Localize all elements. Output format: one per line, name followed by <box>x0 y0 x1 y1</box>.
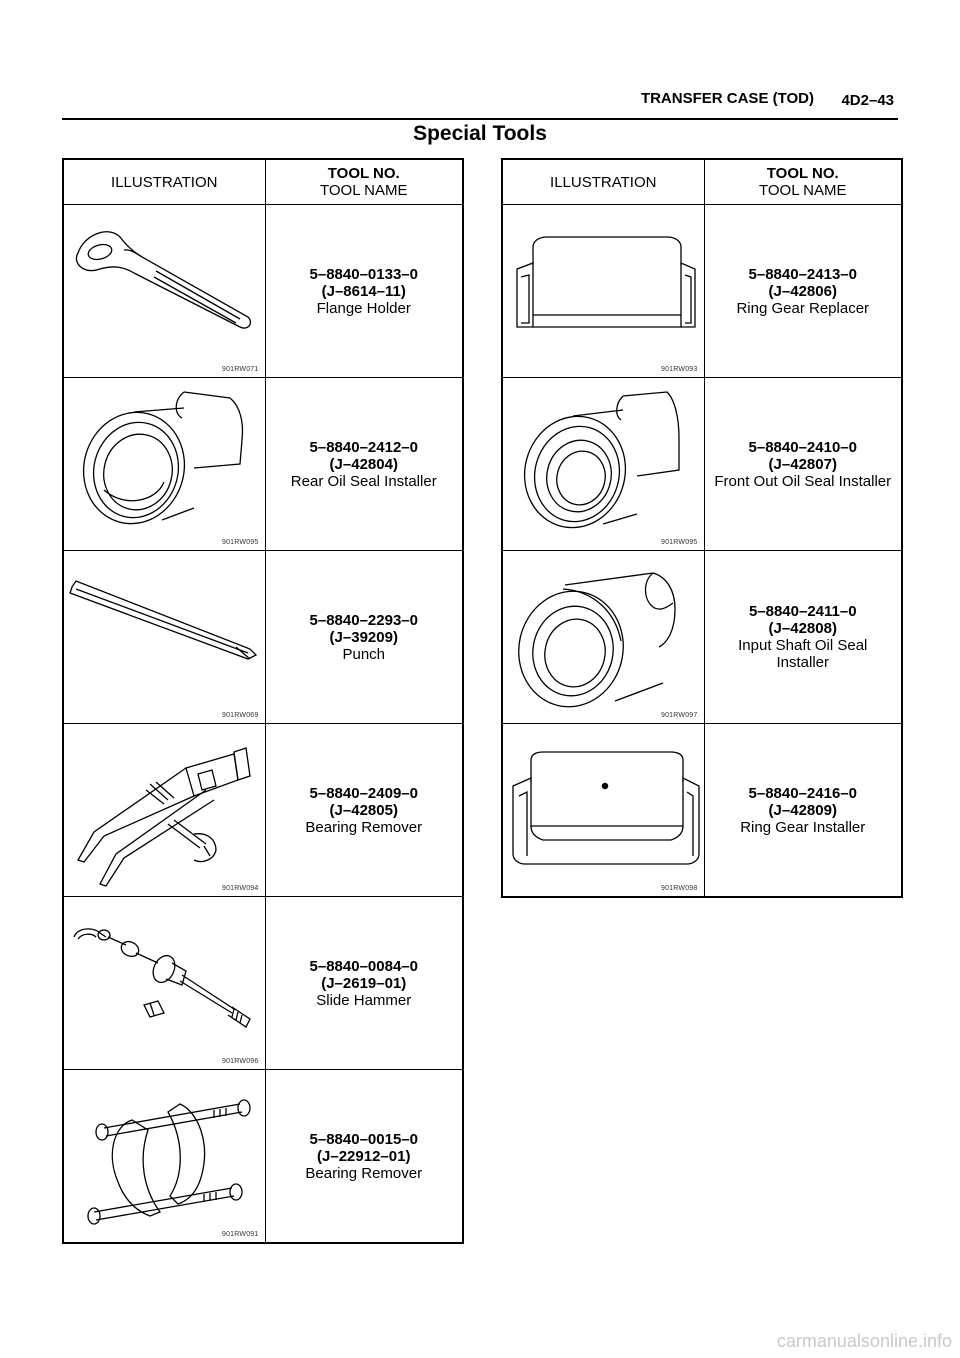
illustration-cell <box>63 205 265 378</box>
rear-oil-seal-installer-icon <box>64 378 266 550</box>
illustration-cell <box>63 897 265 1070</box>
illustration-cell <box>502 205 704 378</box>
tool-j-number: (J–39209) <box>329 628 398 646</box>
figure-reference: 901RW071 <box>222 366 259 373</box>
tool-j-number: (J–42807) <box>768 455 837 473</box>
tool-part-number: 5–8840–2413–0 <box>748 265 857 283</box>
tool-j-number: (J–42809) <box>768 801 837 819</box>
tool-j-number: (J–42804) <box>329 455 398 473</box>
page-title: Special Tools <box>413 122 547 145</box>
table-row <box>502 724 902 898</box>
table-row <box>63 1070 463 1244</box>
tool-info-cell <box>704 551 902 724</box>
illustration-cell <box>502 724 704 898</box>
tool-name: Input Shaft Oil Seal Installer <box>738 637 868 671</box>
page-header <box>62 88 898 120</box>
tool-j-number: (J–2619–01) <box>321 974 407 992</box>
table-row <box>502 378 902 551</box>
tool-info-cell <box>265 205 463 378</box>
tool-j-number: (J–8614–11) <box>321 282 406 300</box>
illustration-cell <box>502 551 704 724</box>
ring-gear-replacer-icon <box>503 205 705 377</box>
table-row <box>63 897 463 1070</box>
table-row <box>63 378 463 551</box>
page-number: 4D2–43 <box>841 92 894 109</box>
bearing-remover-icon <box>64 724 266 896</box>
tool-info-cell <box>265 378 463 551</box>
tools-table-right <box>501 158 903 898</box>
bearing-splitter-icon <box>64 1070 266 1242</box>
table-row <box>502 205 902 378</box>
tool-part-number: 5–8840–0133–0 <box>309 265 418 283</box>
tools-table-left <box>62 158 464 1244</box>
tool-name: Slide Hammer <box>316 991 412 1009</box>
watermark: carmanualsonline.info <box>776 1331 952 1351</box>
column-header-tool-no: TOOL NO. <box>327 165 400 182</box>
figure-reference: 901RW095 <box>222 539 259 546</box>
table-header-row <box>502 159 902 205</box>
tool-part-number: 5–8840–0084–0 <box>309 957 418 975</box>
tool-part-number: 5–8840–2410–0 <box>748 438 857 456</box>
front-oil-seal-installer-icon <box>503 378 705 550</box>
punch-icon <box>64 551 266 723</box>
tool-name: Ring Gear Installer <box>740 818 866 836</box>
figure-reference: 901RW095 <box>661 539 698 546</box>
figure-reference: 901RW091 <box>222 1231 259 1238</box>
tool-name: Flange Holder <box>316 299 411 317</box>
figure-reference: 901RW094 <box>222 885 259 892</box>
table-row <box>63 724 463 897</box>
tool-info-cell <box>265 1070 463 1244</box>
column-header-tool-no: TOOL NO. <box>766 165 839 182</box>
column-header-illustration: ILLUSTRATION <box>63 159 265 205</box>
ring-gear-installer-icon <box>503 724 705 896</box>
tool-info-cell <box>265 551 463 724</box>
column-header-tool-name: TOOL NAME <box>758 182 847 199</box>
figure-reference: 901RW097 <box>661 712 698 719</box>
tool-name: Rear Oil Seal Installer <box>290 472 437 490</box>
tool-part-number: 5–8840–2411–0 <box>748 603 857 620</box>
tool-info-cell <box>265 897 463 1070</box>
section-title: TRANSFER CASE (TOD) <box>640 90 814 107</box>
illustration-cell <box>63 551 265 724</box>
table-row <box>63 205 463 378</box>
figure-reference: 901RW069 <box>222 712 259 719</box>
tool-part-number: 5–8840–2412–0 <box>309 438 418 456</box>
figure-reference: 901RW098 <box>661 885 698 892</box>
tool-info-cell <box>704 378 902 551</box>
tool-j-number: (J–42805) <box>329 801 398 819</box>
table-row <box>502 551 902 724</box>
tool-info-cell <box>704 724 902 898</box>
tool-name: Ring Gear Replacer <box>736 299 870 317</box>
input-shaft-seal-installer-icon <box>503 551 705 723</box>
tool-name: Front Out Oil Seal Installer <box>714 472 892 490</box>
tool-name: Bearing Remover <box>305 818 423 836</box>
tool-part-number: 5–8840–2409–0 <box>309 784 418 802</box>
figure-reference: 901RW093 <box>661 366 698 373</box>
table-row <box>63 551 463 724</box>
tool-part-number: 5–8840–0015–0 <box>309 1130 418 1148</box>
tool-part-number: 5–8840–2293–0 <box>309 611 418 629</box>
illustration-cell <box>63 378 265 551</box>
tool-j-number: (J–42808) <box>768 620 837 637</box>
tool-part-number: 5–8840–2416–0 <box>748 784 857 802</box>
tool-info-cell <box>265 724 463 897</box>
slide-hammer-icon <box>64 897 266 1069</box>
illustration-cell <box>63 724 265 897</box>
tool-j-number: (J–42806) <box>768 282 837 300</box>
flange-holder-icon <box>64 205 266 377</box>
column-header-tool <box>265 159 463 205</box>
illustration-cell <box>63 1070 265 1244</box>
figure-reference: 901RW096 <box>222 1058 259 1065</box>
tool-name: Bearing Remover <box>305 1164 423 1182</box>
column-header-tool <box>704 159 902 205</box>
illustration-cell <box>502 378 704 551</box>
tool-name: Punch <box>342 645 386 663</box>
tool-j-number: (J–22912–01) <box>317 1147 411 1165</box>
column-header-tool-name: TOOL NAME <box>319 182 408 199</box>
tool-info-cell <box>704 205 902 378</box>
table-header-row <box>63 159 463 205</box>
column-header-illustration: ILLUSTRATION <box>502 159 704 205</box>
